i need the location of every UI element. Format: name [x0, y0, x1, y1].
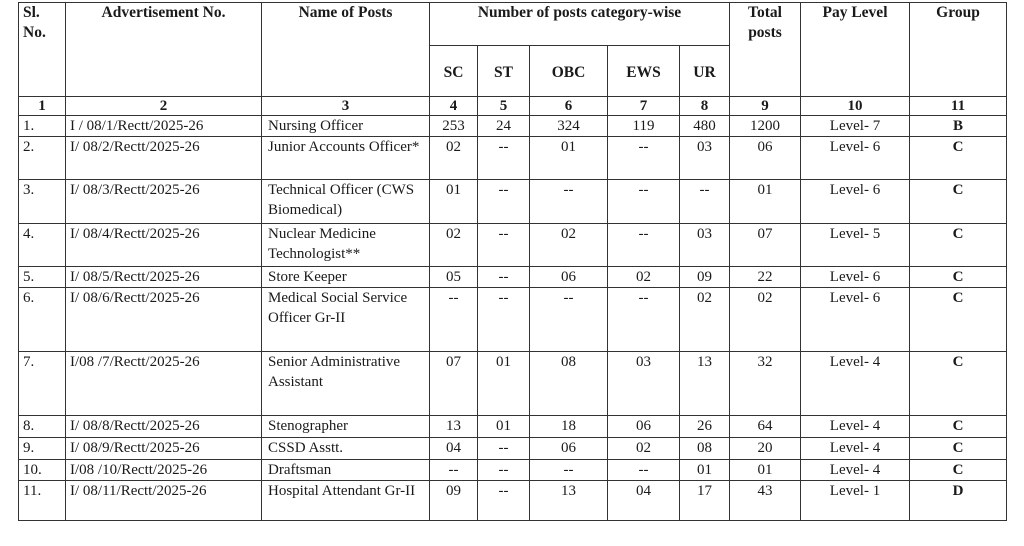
ews-count-cell: --: [608, 288, 680, 352]
post-name-cell: Nursing Officer: [262, 116, 430, 137]
ur-count-cell: 480: [680, 116, 730, 137]
column-number: 9: [730, 97, 801, 116]
pay-level-cell: Level- 4: [801, 438, 910, 460]
sc-count-cell: 04: [430, 438, 478, 460]
table-row: [19, 180, 1007, 224]
column-number-row: [19, 97, 1007, 116]
sc-count-cell: 07: [430, 352, 478, 416]
column-number: 3: [262, 97, 430, 116]
ur-count-cell: 08: [680, 438, 730, 460]
table-row: [19, 416, 1007, 438]
ur-count-cell: 17: [680, 481, 730, 521]
ews-count-cell: 119: [608, 116, 680, 137]
group-cell: C: [910, 288, 1007, 352]
column-number: 4: [430, 97, 478, 116]
table-row: [19, 267, 1007, 288]
advertisement-no-cell: I/ 08/6/Rectt/2025-26: [66, 288, 262, 352]
obc-count-cell: --: [530, 288, 608, 352]
sc-count-cell: 02: [430, 224, 478, 267]
group-cell: C: [910, 267, 1007, 288]
post-name-cell: Senior Administrative Assistant: [262, 352, 430, 416]
sl-cell: 6.: [19, 288, 66, 352]
group-cell: B: [910, 116, 1007, 137]
obc-count-cell: 324: [530, 116, 608, 137]
table-row: [19, 481, 1007, 521]
header-ews: EWS: [608, 46, 680, 97]
obc-count-cell: --: [530, 460, 608, 481]
total-posts-cell: 64: [730, 416, 801, 438]
pay-level-cell: Level- 6: [801, 267, 910, 288]
total-posts-cell: 43: [730, 481, 801, 521]
ur-count-cell: --: [680, 180, 730, 224]
sl-cell: 5.: [19, 267, 66, 288]
header-group: Group: [910, 3, 1007, 97]
advertisement-no-cell: I/08 /7/Rectt/2025-26: [66, 352, 262, 416]
table-row: [19, 224, 1007, 267]
advertisement-no-cell: I/08 /10/Rectt/2025-26: [66, 460, 262, 481]
advertisement-no-cell: I/ 08/8/Rectt/2025-26: [66, 416, 262, 438]
ur-count-cell: 09: [680, 267, 730, 288]
st-count-cell: 24: [478, 116, 530, 137]
st-count-cell: --: [478, 288, 530, 352]
obc-count-cell: 08: [530, 352, 608, 416]
group-cell: C: [910, 224, 1007, 267]
pay-level-cell: Level- 6: [801, 180, 910, 224]
total-posts-cell: 1200: [730, 116, 801, 137]
sl-cell: 2.: [19, 137, 66, 180]
pay-level-cell: Level- 6: [801, 288, 910, 352]
advertisement-no-cell: I/ 08/4/Rectt/2025-26: [66, 224, 262, 267]
advertisement-no-cell: I / 08/1/Rectt/2025-26: [66, 116, 262, 137]
sl-cell: 10.: [19, 460, 66, 481]
total-posts-cell: 01: [730, 180, 801, 224]
total-posts-cell: 22: [730, 267, 801, 288]
column-number: 10: [801, 97, 910, 116]
group-cell: C: [910, 438, 1007, 460]
total-posts-cell: 07: [730, 224, 801, 267]
sl-cell: 3.: [19, 180, 66, 224]
sl-cell: 4.: [19, 224, 66, 267]
post-name-cell: Draftsman: [262, 460, 430, 481]
ews-count-cell: --: [608, 460, 680, 481]
header-ur: UR: [680, 46, 730, 97]
header-sl-no: Sl. No.: [19, 3, 66, 97]
post-name-cell: CSSD Asstt.: [262, 438, 430, 460]
ews-count-cell: --: [608, 137, 680, 180]
table-row: [19, 352, 1007, 416]
ur-count-cell: 01: [680, 460, 730, 481]
obc-count-cell: 06: [530, 267, 608, 288]
pay-level-cell: Level- 4: [801, 416, 910, 438]
post-name-cell: Stenographer: [262, 416, 430, 438]
post-name-cell: Junior Accounts Officer*: [262, 137, 430, 180]
obc-count-cell: 18: [530, 416, 608, 438]
total-posts-cell: 06: [730, 137, 801, 180]
pay-level-cell: Level- 6: [801, 137, 910, 180]
pay-level-cell: Level- 7: [801, 116, 910, 137]
group-cell: D: [910, 481, 1007, 521]
advertisement-no-cell: I/ 08/3/Rectt/2025-26: [66, 180, 262, 224]
advertisement-no-cell: I/ 08/11/Rectt/2025-26: [66, 481, 262, 521]
sc-count-cell: --: [430, 288, 478, 352]
sc-count-cell: 09: [430, 481, 478, 521]
sc-count-cell: 02: [430, 137, 478, 180]
sl-cell: 8.: [19, 416, 66, 438]
table-row: [19, 116, 1007, 137]
obc-count-cell: 02: [530, 224, 608, 267]
post-name-cell: Medical Social Service Officer Gr-II: [262, 288, 430, 352]
st-count-cell: --: [478, 481, 530, 521]
st-count-cell: 01: [478, 352, 530, 416]
ews-count-cell: 03: [608, 352, 680, 416]
header-obc: OBC: [530, 46, 608, 97]
header-name-of-posts: Name of Posts: [262, 3, 430, 97]
table-row: [19, 137, 1007, 180]
header-total-posts: Total posts: [730, 3, 801, 97]
table-row: [19, 438, 1007, 460]
sc-count-cell: 13: [430, 416, 478, 438]
pay-level-cell: Level- 4: [801, 460, 910, 481]
column-number: 7: [608, 97, 680, 116]
column-number: 8: [680, 97, 730, 116]
header-sc: SC: [430, 46, 478, 97]
header-pay-level: Pay Level: [801, 3, 910, 97]
sl-cell: 11.: [19, 481, 66, 521]
header-advertisement-no: Advertisement No.: [66, 3, 262, 97]
sl-cell: 7.: [19, 352, 66, 416]
sl-cell: 1.: [19, 116, 66, 137]
sc-count-cell: 253: [430, 116, 478, 137]
ews-count-cell: 02: [608, 438, 680, 460]
group-cell: C: [910, 137, 1007, 180]
st-count-cell: --: [478, 267, 530, 288]
obc-count-cell: 13: [530, 481, 608, 521]
obc-count-cell: --: [530, 180, 608, 224]
group-cell: C: [910, 460, 1007, 481]
column-number: 2: [66, 97, 262, 116]
advertisement-no-cell: I/ 08/5/Rectt/2025-26: [66, 267, 262, 288]
st-count-cell: 01: [478, 416, 530, 438]
column-number: 1: [19, 97, 66, 116]
pay-level-cell: Level- 4: [801, 352, 910, 416]
ews-count-cell: 06: [608, 416, 680, 438]
post-name-cell: Nuclear Medicine Technologist**: [262, 224, 430, 267]
group-cell: C: [910, 416, 1007, 438]
advertisement-no-cell: I/ 08/2/Rectt/2025-26: [66, 137, 262, 180]
pay-level-cell: Level- 5: [801, 224, 910, 267]
obc-count-cell: 01: [530, 137, 608, 180]
ur-count-cell: 02: [680, 288, 730, 352]
ur-count-cell: 26: [680, 416, 730, 438]
sl-cell: 9.: [19, 438, 66, 460]
ur-count-cell: 13: [680, 352, 730, 416]
group-cell: C: [910, 180, 1007, 224]
st-count-cell: --: [478, 438, 530, 460]
ews-count-cell: --: [608, 180, 680, 224]
post-name-cell: Hospital Attendant Gr-II: [262, 481, 430, 521]
post-name-cell: Store Keeper: [262, 267, 430, 288]
st-count-cell: --: [478, 224, 530, 267]
header-st: ST: [478, 46, 530, 97]
ur-count-cell: 03: [680, 137, 730, 180]
sc-count-cell: 01: [430, 180, 478, 224]
pay-level-cell: Level- 1: [801, 481, 910, 521]
ews-count-cell: 04: [608, 481, 680, 521]
obc-count-cell: 06: [530, 438, 608, 460]
advertisement-no-cell: I/ 08/9/Rectt/2025-26: [66, 438, 262, 460]
total-posts-cell: 01: [730, 460, 801, 481]
ews-count-cell: 02: [608, 267, 680, 288]
recruitment-table: [18, 2, 1007, 521]
sc-count-cell: 05: [430, 267, 478, 288]
column-number: 6: [530, 97, 608, 116]
ur-count-cell: 03: [680, 224, 730, 267]
post-name-cell: Technical Officer (CWS Biomedical): [262, 180, 430, 224]
column-number: 11: [910, 97, 1007, 116]
total-posts-cell: 32: [730, 352, 801, 416]
sc-count-cell: --: [430, 460, 478, 481]
table-row: [19, 288, 1007, 352]
header-category-wise: Number of posts category-wise: [430, 3, 730, 46]
table-row: [19, 460, 1007, 481]
st-count-cell: --: [478, 460, 530, 481]
st-count-cell: --: [478, 180, 530, 224]
st-count-cell: --: [478, 137, 530, 180]
column-number: 5: [478, 97, 530, 116]
group-cell: C: [910, 352, 1007, 416]
total-posts-cell: 20: [730, 438, 801, 460]
total-posts-cell: 02: [730, 288, 801, 352]
ews-count-cell: --: [608, 224, 680, 267]
